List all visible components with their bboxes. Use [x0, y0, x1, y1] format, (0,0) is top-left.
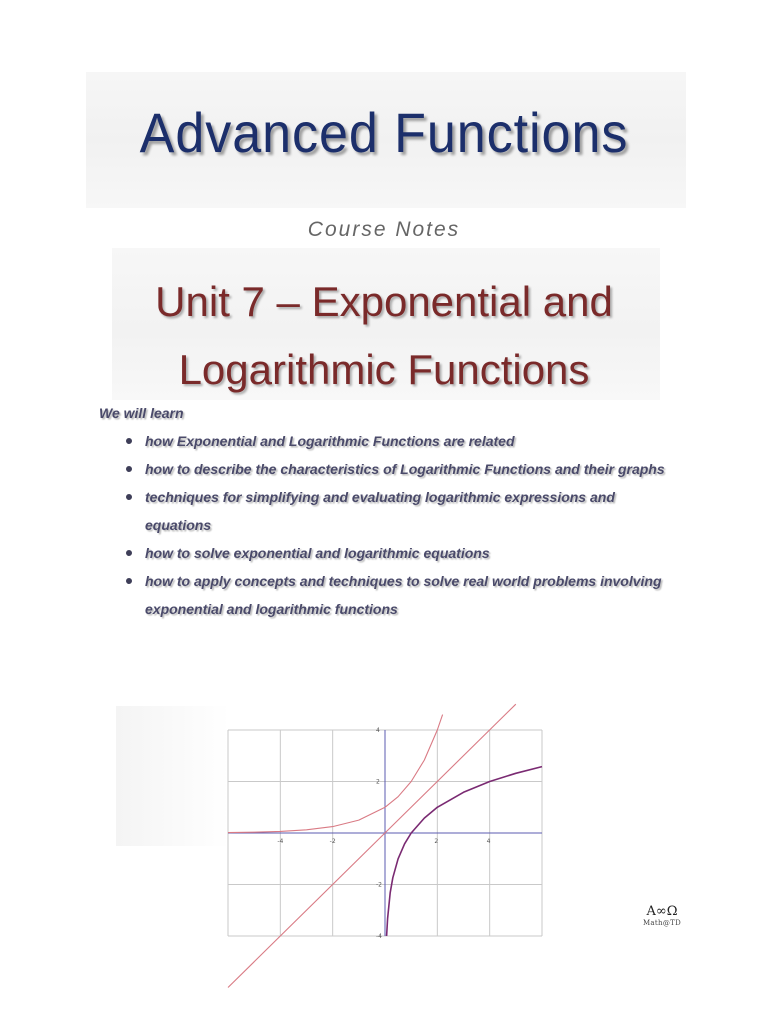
y-tick-label: -2 [376, 881, 382, 889]
y-tick-label: -4 [376, 933, 382, 940]
learning-goal-item: techniques for simplifying and evaluating logarithmic expressions and equations [145, 483, 679, 539]
unit-title-line-2: Logarithmic Functions [178, 346, 590, 393]
logo-subtext: Math@TD [642, 919, 682, 927]
logarithmic-curve [387, 767, 542, 936]
learning-goal-item: how Exponential and Logarithmic Functions are related [145, 427, 679, 455]
math-td-logo [630, 904, 694, 927]
logo-mark: A∞Ω [646, 904, 678, 919]
unit-title [0, 268, 768, 404]
exponential-curve [228, 715, 443, 833]
function-graph [228, 727, 542, 940]
page-subtitle: Course Notes [307, 218, 461, 241]
y-tick-label: 4 [376, 727, 380, 734]
page-title: Advanced Functions [139, 101, 629, 164]
x-tick-label: 2 [434, 838, 439, 845]
unit-title-line-1: Unit 7 – Exponential and [155, 278, 613, 325]
learning-goal-item: how to describe the characteristics of Logarithmic Functions and their graphs [145, 455, 679, 483]
x-tick-label: -4 [277, 838, 284, 845]
learning-goal-item: how to solve exponential and logarithmic equations [145, 539, 679, 567]
x-tick-label: -2 [329, 838, 336, 845]
x-tick-label: 4 [486, 838, 491, 845]
learning-goal-item: how to apply concepts and techniques to solve real world problems involving exponential and logarithmic functions [145, 567, 679, 623]
learning-goals-intro: We will learn [99, 405, 184, 421]
identity-curve [228, 704, 516, 987]
y-tick-label: 2 [376, 778, 380, 786]
learning-goals [99, 405, 679, 623]
graph-shadow [116, 706, 230, 846]
learning-goals-list [99, 427, 679, 623]
